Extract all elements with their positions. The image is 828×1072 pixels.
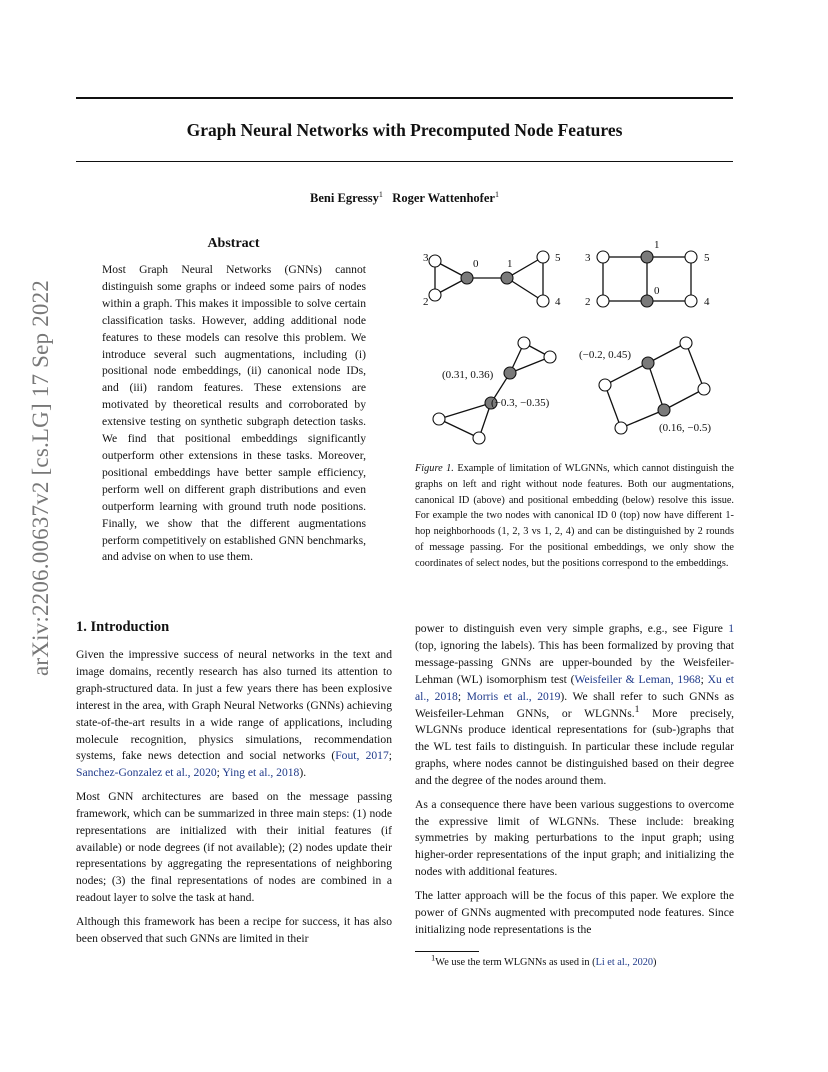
graph-edge bbox=[605, 363, 648, 385]
footnote-marker[interactable]: 1 bbox=[634, 703, 640, 715]
title-bottom-rule bbox=[76, 161, 733, 162]
paragraph-text: More precisely, WLGNNs produce identical representations for (sub-)graphs that the WL test fails to distinguish. In particular these include regular graphs, where nodes cannot be distinguished based on their degree and the degree of the nodes around them. bbox=[415, 706, 735, 788]
paragraph-text: ). bbox=[299, 766, 307, 780]
citation-link[interactable]: Xu et al., 2018 bbox=[415, 672, 735, 703]
paragraph-text: ; bbox=[216, 766, 223, 780]
graph-node bbox=[544, 351, 556, 363]
paragraph bbox=[415, 621, 734, 790]
paragraph-text: power to distinguish even very simple graphs, e.g., see Figure bbox=[415, 622, 729, 635]
graph-node-highlighted bbox=[658, 404, 670, 416]
paragraph-text: ; bbox=[700, 672, 708, 686]
node-label: 5 bbox=[704, 252, 710, 264]
arxiv-identifier: arXiv:2206.00637v2 [cs.LG] 17 Sep 2022 bbox=[28, 280, 53, 676]
node-label: 1 bbox=[507, 258, 513, 270]
left-column bbox=[76, 647, 392, 954]
coordinate-label: (0.16, −0.5) bbox=[659, 422, 712, 434]
abstract-heading: Abstract bbox=[207, 236, 260, 251]
graph-edge bbox=[439, 403, 491, 419]
citation-link[interactable]: Sanchez-Gonzalez et al., 2020 bbox=[76, 766, 217, 780]
author-name: Beni Egressy bbox=[310, 191, 379, 205]
paragraph-text: Given the impressive success of neural networks in the text and image domains, recently research has also turned its attention to graph-structured data. In just a few years there has been explosive interest in the area, with Graph Neural Networks (GNNs) achieving state-of-the-art results in a wide range of applications, including molecule recognition, physics simulations, recommendation systems, fake news detection and social networks ( bbox=[76, 648, 392, 763]
author-name: Roger Wattenhofer bbox=[392, 191, 495, 205]
author-affiliation: 1 bbox=[378, 189, 383, 199]
paragraph bbox=[76, 647, 392, 782]
node-label: 4 bbox=[555, 296, 561, 308]
node-label: 0 bbox=[473, 258, 479, 270]
graph-node-highlighted bbox=[641, 251, 653, 263]
citation-link[interactable]: Morris et al., 2019 bbox=[466, 689, 561, 703]
graph-node-highlighted bbox=[501, 272, 513, 284]
graph-node bbox=[680, 337, 692, 349]
graph-node-highlighted bbox=[504, 367, 516, 379]
author-affiliation: 1 bbox=[494, 189, 499, 199]
paragraph-text: (top, ignoring the labels). This has been formalized by proving that message-passing GNNs are upper-bounded by the Weisfeiler-Lehman (WL) isomorphism test ( bbox=[415, 638, 734, 686]
graph-node bbox=[537, 251, 549, 263]
figure-caption-label: Figure 1. bbox=[415, 463, 454, 474]
paragraph-text: ). We shall refer to such GNNs as Weisfeiler-Lehman GNNs, or WLGNNs. bbox=[415, 689, 734, 720]
graph-node bbox=[537, 295, 549, 307]
node-label: 3 bbox=[585, 252, 591, 264]
paragraph: The latter approach will be the focus of this paper. We explore the power of GNNs augmented with precomputed node features. Since initializing node representations is the bbox=[415, 888, 734, 936]
graph-edge bbox=[439, 419, 479, 438]
paper-title: Graph Neural Networks with Precomputed Node Features bbox=[186, 120, 623, 140]
figure-caption-text: Example of limitation of WLGNNs, which cannot distinguish the graphs on left and right without node features. Both our augmentations, canonical ID (above) and positional embedding (below) resolve this issue. For example the two nodes with canonical ID 0 (top) now have different 1-hop neighborhoods (1, 2, 3 vs 1, 2, 4) and can be distinguished by 2 rounds of message passing. For the positional embeddings, we only show the coordinates of select nodes, but the positions correspond to the embeddings. bbox=[415, 463, 734, 569]
footnote-text: We use the term WLGNNs as used in ( bbox=[435, 957, 596, 968]
graph-node-highlighted bbox=[642, 357, 654, 369]
paragraph-text: ; bbox=[457, 689, 467, 703]
figure-1-graphs bbox=[410, 235, 735, 450]
footnote bbox=[431, 952, 657, 968]
coordinate-label: (0.31, 0.36) bbox=[442, 369, 494, 381]
footnote-text: ) bbox=[653, 957, 657, 968]
node-label: 0 bbox=[654, 285, 660, 297]
node-label: 2 bbox=[585, 296, 591, 308]
graph-node bbox=[518, 337, 530, 349]
graph-node bbox=[433, 413, 445, 425]
graph-edge bbox=[648, 363, 664, 410]
graph-edge bbox=[686, 343, 704, 389]
graph-node-highlighted bbox=[461, 272, 473, 284]
node-label: 5 bbox=[555, 252, 561, 264]
paragraph: As a consequence there have been various suggestions to overcome the expressive limit of WLGNNs. These include: breaking symmetries by making perturbations to the input graph; using higher-order representations of the input graph; and initializing the nodes with additional features. bbox=[415, 797, 734, 879]
title-top-rule bbox=[76, 97, 733, 99]
graph-edge bbox=[621, 410, 664, 428]
coordinate-label: (−0.3, −0.35) bbox=[491, 397, 550, 409]
paragraph: Although this framework has been a recipe for success, it has also been observed that such GNNs are limited in their bbox=[76, 914, 392, 945]
graph-node bbox=[685, 251, 697, 263]
paragraph-text: ; bbox=[388, 749, 392, 763]
graph-edge bbox=[605, 385, 621, 428]
graph-node bbox=[685, 295, 697, 307]
abstract-text: Most Graph Neural Networks (GNNs) cannot distinguish some graphs or indeed some pairs of nodes within a graph. This makes it impossible to solve certain classification tasks. However, adding additional node features to these models can resolve this problem. We introduce several such augmentations, including (i) positional node embeddings, (ii) canonical node IDs, and (iii) random features. These extensions are motivated by theoretical results and corroborated by extensive testing on synthetic subgraph detection tasks. We find that positional embeddings significantly outperform other extensions in these tasks. Moreover, positional embeddings have better sample efficiency, perform well on different graph distributions and even outperform learning with ground truth node positions. Finally, we show that the different augmentations perform competitively on established GNN benchmarks, and advise on when to use them. bbox=[102, 263, 366, 564]
graph-node bbox=[615, 422, 627, 434]
right-column bbox=[415, 621, 734, 945]
citation-link[interactable]: Fout, 2017 bbox=[335, 749, 389, 763]
graph-node bbox=[698, 383, 710, 395]
citation-link[interactable]: Weisfeiler & Leman, 1968 bbox=[574, 672, 701, 686]
node-label: 3 bbox=[423, 252, 429, 264]
section-heading: 1. Introduction bbox=[76, 619, 170, 635]
graph-node bbox=[429, 255, 441, 267]
figure-reference-link[interactable]: 1 bbox=[728, 622, 734, 635]
graph-edge bbox=[664, 389, 704, 410]
graph-node-highlighted bbox=[641, 295, 653, 307]
footnote-number: 1 bbox=[431, 952, 436, 963]
coordinate-label: (−0.2, 0.45) bbox=[579, 349, 632, 361]
citation-link[interactable]: Li et al., 2020 bbox=[595, 957, 654, 968]
paragraph: Most GNN architectures are based on the message passing framework, which can be summarized in three main steps: (1) node representations are initialized with their initial features (if available) or node degrees (if not available); (2) nodes update their representations by aggregating the representations of neighboring nodes; (3) the final representations of nodes are combined in a readout layer to solve the task at hand. bbox=[76, 789, 392, 905]
graph-node bbox=[599, 379, 611, 391]
author-list bbox=[76, 191, 733, 206]
graph-node bbox=[597, 295, 609, 307]
graph-node bbox=[473, 432, 485, 444]
graph-node bbox=[429, 289, 441, 301]
footnote-rule bbox=[415, 951, 479, 952]
node-label: 1 bbox=[654, 239, 660, 251]
graph-node bbox=[597, 251, 609, 263]
citation-link[interactable]: Ying et al., 2018 bbox=[222, 766, 300, 780]
figure-caption bbox=[415, 461, 734, 572]
node-label: 4 bbox=[704, 296, 710, 308]
node-label: 2 bbox=[423, 296, 429, 308]
